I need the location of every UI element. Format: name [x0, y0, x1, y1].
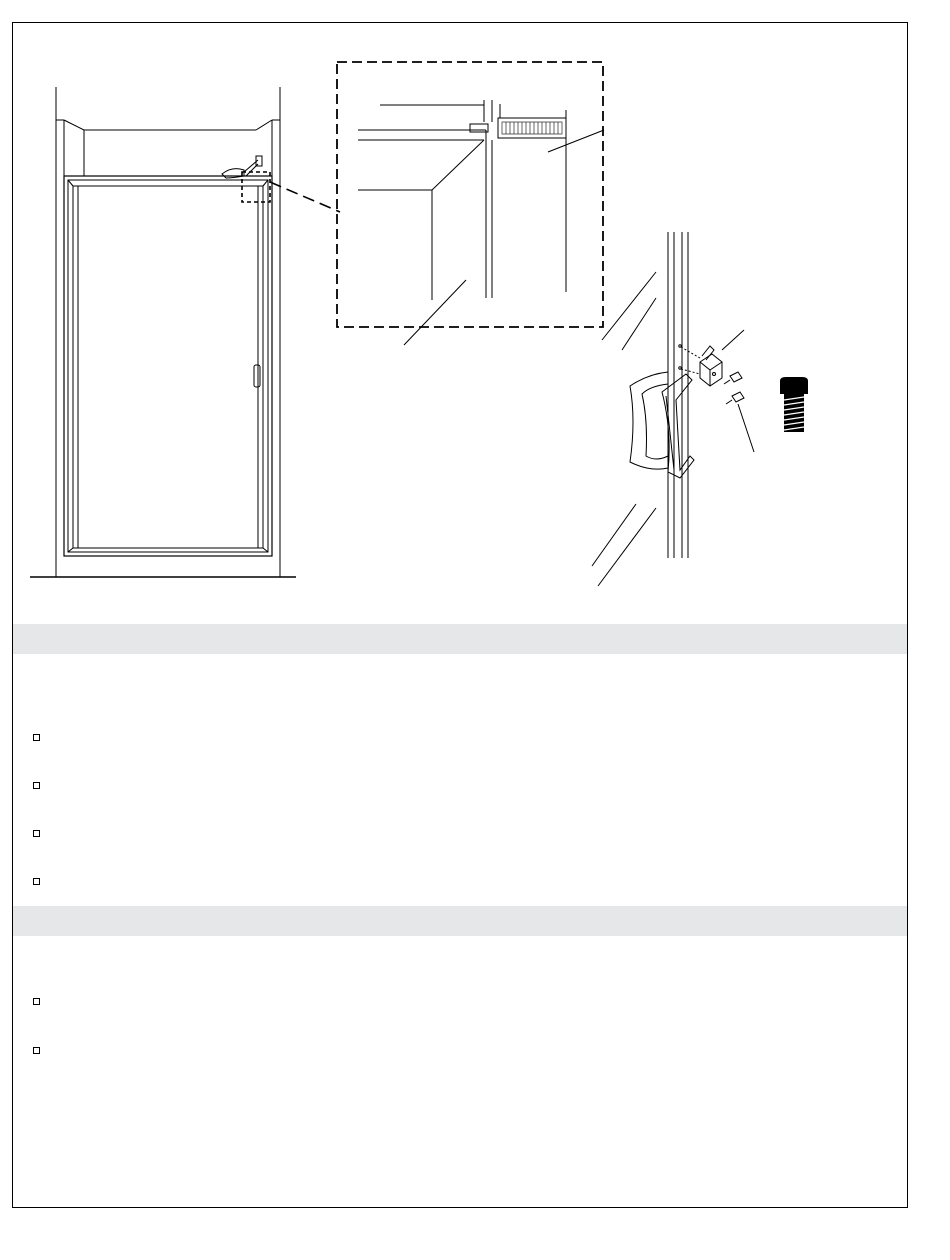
shower-door-elevation — [30, 87, 340, 577]
handle-detail — [592, 232, 754, 586]
section-header-band — [13, 624, 907, 654]
checklist-checkbox[interactable] — [33, 734, 40, 741]
screw-icon — [780, 377, 808, 432]
checklist-checkbox[interactable] — [33, 878, 40, 885]
enlarged-detail — [337, 62, 604, 345]
section-header-band — [13, 906, 907, 936]
checklist-checkbox[interactable] — [33, 1047, 40, 1054]
checklist-checkbox[interactable] — [33, 782, 40, 789]
checklist-checkbox[interactable] — [33, 998, 40, 1005]
checklist-checkbox[interactable] — [33, 830, 40, 837]
